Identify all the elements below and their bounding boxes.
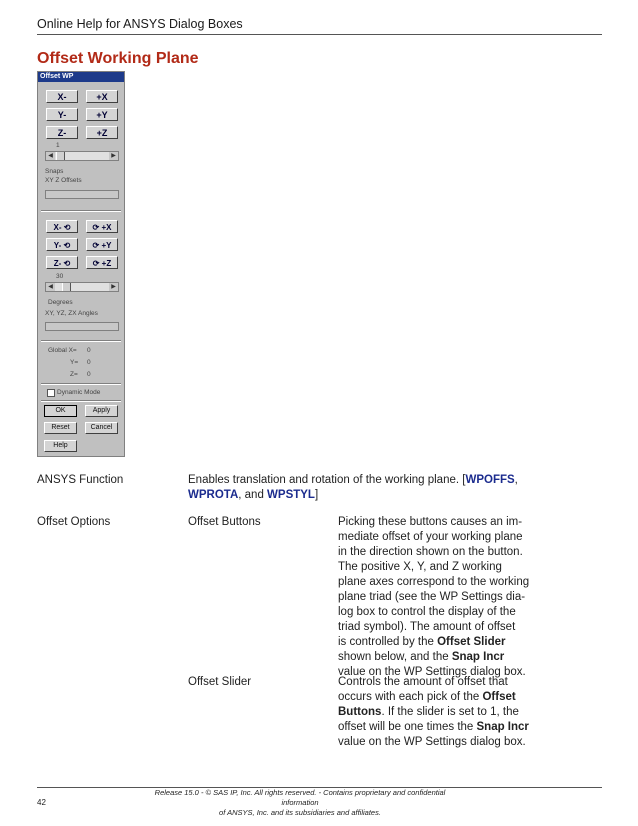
- separator: [41, 400, 121, 402]
- angles-label: XY, YZ, ZX Angles: [45, 310, 98, 317]
- slider-left-arrow[interactable]: ◀: [46, 283, 55, 291]
- help-button[interactable]: Help: [44, 440, 77, 452]
- offset-options-label: Offset Options: [37, 516, 111, 528]
- x-minus-button[interactable]: X-: [46, 90, 78, 103]
- offset-buttons-label: Offset Buttons: [188, 516, 261, 528]
- degrees-label: Degrees: [48, 299, 73, 306]
- reset-button[interactable]: Reset: [44, 422, 77, 434]
- offset-wp-dialog: [37, 71, 125, 457]
- xyz-offsets-field[interactable]: [45, 190, 119, 199]
- global-y-label: Y=: [70, 359, 79, 366]
- wpstyl-link[interactable]: WPSTYL: [267, 489, 315, 501]
- offset-slider-desc: Controls the amount of offset that occurs with each pick of the Offset Buttons. If the slider is set to 1, the offset will be one times the Snap Incr value on the WP Settings dialog box.: [338, 676, 529, 748]
- ansys-function-label: ANSYS Function: [37, 474, 124, 486]
- rot-y-minus-button[interactable]: Y- ⟲: [46, 238, 78, 251]
- snaps-label: Snaps: [45, 168, 64, 175]
- rot-x-minus-button[interactable]: X- ⟲: [46, 220, 78, 233]
- y-plus-button[interactable]: +Y: [86, 108, 118, 121]
- rot-x-plus-button[interactable]: ⟳ +X: [86, 220, 118, 233]
- degrees-value: 30: [56, 273, 64, 280]
- global-z-label: Z=: [70, 371, 78, 378]
- xyz-offsets-label: XY Z Offsets: [45, 177, 82, 184]
- separator: [41, 383, 121, 385]
- degrees-slider[interactable]: [45, 282, 119, 292]
- wprota-link[interactable]: WPROTA: [188, 489, 239, 501]
- separator: [41, 340, 121, 342]
- dynamic-mode-checkbox[interactable]: [47, 389, 55, 397]
- offset-slider[interactable]: [45, 151, 119, 161]
- slider-thumb[interactable]: [62, 283, 71, 291]
- page-header: Online Help for ANSYS Dialog Boxes: [37, 17, 243, 31]
- slider-left-arrow[interactable]: ◀: [46, 152, 55, 160]
- rot-z-plus-button[interactable]: ⟳ +Z: [86, 256, 118, 269]
- separator: [41, 210, 121, 212]
- z-plus-button[interactable]: +Z: [86, 126, 118, 139]
- offset-slider-label: Offset Slider: [188, 676, 252, 688]
- ansys-function-text: Enables translation and rotation of the working plane. [WPOFFS, WPROTA, and WPSTYL]: [188, 474, 518, 501]
- footer-text: Release 15.0 - © SAS IP, Inc. All rights reserved. - Contains proprietary and confidential information of ANSYS, Inc. and its subsidiaries and affiliates.: [154, 788, 446, 817]
- slider-right-arrow[interactable]: ▶: [109, 283, 118, 291]
- cancel-button[interactable]: Cancel: [85, 422, 118, 434]
- global-z-value: 0: [87, 371, 91, 378]
- header-rule: [37, 34, 602, 35]
- z-minus-button[interactable]: Z-: [46, 126, 78, 139]
- global-x-value: 0: [87, 347, 91, 354]
- dynamic-mode-label: Dynamic Mode: [57, 389, 101, 396]
- rot-y-plus-button[interactable]: ⟳ +Y: [86, 238, 118, 251]
- slider-thumb[interactable]: [56, 152, 65, 160]
- ok-button[interactable]: OK: [44, 405, 77, 417]
- offset-buttons-desc: Picking these buttons causes an im- mediate offset of your working plane in the direction shown on the button. The positive X, Y, and Z working plane axes correspond to the working plane triad (see the WP Settings dia- log box to control the display of the triad symbol). The amount of offset is controlled by the Offset Slider shown below, and the Snap Incr value on the WP Settings dialog box.: [338, 516, 530, 678]
- page-number: 42: [37, 798, 46, 807]
- rot-z-minus-button[interactable]: Z- ⟲: [46, 256, 78, 269]
- apply-button[interactable]: Apply: [85, 405, 118, 417]
- angles-field[interactable]: [45, 322, 119, 331]
- offset-value: 1: [56, 142, 60, 149]
- page-title: Offset Working Plane: [37, 50, 199, 67]
- wpoffs-link[interactable]: WPOFFS: [465, 474, 515, 486]
- y-minus-button[interactable]: Y-: [46, 108, 78, 121]
- slider-right-arrow[interactable]: ▶: [109, 152, 118, 160]
- global-x-label: Global X=: [48, 347, 77, 354]
- x-plus-button[interactable]: +X: [86, 90, 118, 103]
- dialog-title: Offset WP: [38, 72, 124, 82]
- global-y-value: 0: [87, 359, 91, 366]
